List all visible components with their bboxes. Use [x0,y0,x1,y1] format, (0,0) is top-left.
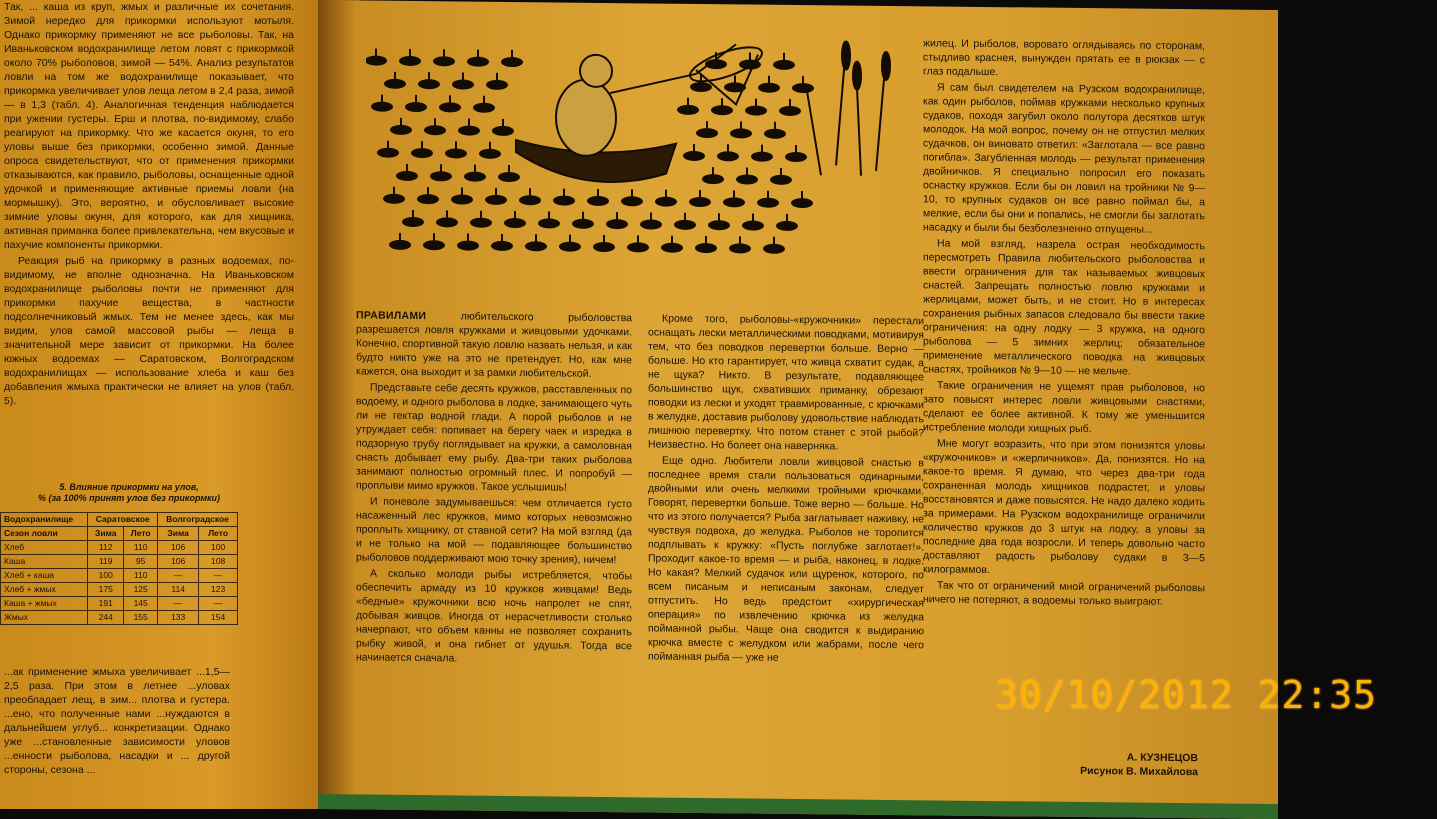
paragraph: Такие ограничения не ущемят прав рыболовов, но зато повысят интерес ловли живцовыми снастями, сделают ее более активной. К тому же уменьшится истребление молоди хищных рыб. [923,379,1205,436]
author-name: А. КУЗНЕЦОВ [1126,751,1198,765]
table-cell-value: 191 [88,597,124,611]
table-cell-value: 110 [124,569,158,583]
table-cell-bait: Каша + жмых [1,597,88,611]
table-cell-value: — [158,569,199,583]
paragraph: Так что от ограничений мной ограничений рыболовы ничего не потеряют, а водоемы только выиграют. [923,579,1205,608]
table-cell-value: 155 [124,611,158,625]
table-header-season: Сезон ловли [1,527,88,541]
paragraph: жилец. И рыболов, воровато оглядываясь по сторонам, стыдливо краснея, вынужден прятать ее в рюкзак — с глаз подальше. [923,37,1205,79]
table-row [1,541,238,555]
paragraph: Кроме того, рыболовы-«кружочники» перестали оснащать лески металлическими поводками, мотивируя тем, что без поводков перевертки больше. Верно — больше. Но кто гарантирует, что живца схватит судак, а не щука? Никто. В результате, подавляющее большинство щук, схвативших приманку, обрезают поводки из лески и уходят травмированные, с крючками в желудке, доставив рыболову удовольствие наблюдать лишнюю перевертку. Что потом станет с этой рыбой? Неизвестно. Но болеет она наверняка. [648,312,924,453]
paragraph: Я сам был свидетелем на Рузском водохранилище, как один рыболов, поймав кружками несколько крупных судаков, походя загубил около полутора десятков штук молодок. На мой вопрос, почему он не отпустил мелких судачков, он виновато ответил: «Заглотала — все равно погибла». Загубленная молодь — результат применения двойничков. Я специально попросил его показать оснастку кружков. Если бы он ловил на тройники № 9—10, то крупных судаков он все равно поймал бы, а мелкие, если бы они и попались, не смогли бы заглотать насадку и были бы безболезненно отпущены... [923,81,1205,236]
article-signature [998,749,1198,779]
table-row [1,611,238,625]
table-header-reservoir: Водохранилище [1,513,88,527]
paragraph: Мне могут возразить, что при этом понизятся уловы «кружочников» и «жерличников». Да, понизятся. Но на какое-то время. Я думаю, что через два-три года сохраненная молодь хищников подрастет, и уловы восстановятся и даже повысятся. Не надо далеко ходить за примерами. На Рузском водохранилище ограничили количество кружков до 3 штук на лодку, а уловы за последние два года возросли. И теперь довольно часто доставляют радость рыболову судаки в 3—5 килограммов. [923,437,1205,577]
table-cell-value: 100 [199,541,238,555]
table-cell-value: 145 [124,597,158,611]
table-cell-value: 100 [88,569,124,583]
fishing-illustration [366,21,906,277]
paragraph: Еще одно. Любители ловли живцовой снастью в последнее время стали пользоваться одинарными, двойными или очень мелкими тройными крючками. Говорят, перевертки больше. Тоже верно — больше. Но что из этого получается? Рыба заглатывает наживку, не чувствуя подвоха, до желудка. Рыболов не торопится подплывать к кружку: «Пусть поглубже заглотает!». Проходит какое-то время — и рыба, наконец, в лодке. Но какая? Мелкий судачок или щуренок, которого, по всем писаным и неписаным законам, следует отпустить. Но ведь предстоит «хирургическая операция» по извлечению крючка из желудка пойманной рыбы. Чаще она сводится к выдиранию крючка вместе с желудком или жабрами, после чего пойманная рыба — уже не [648,454,924,664]
paragraph: Реакция рыб на прикормку в разных водоемах, по-видимому, не вполне однозначна. На Иваньковском водохранилище рыболовы почти не применяют для прикормки пахучие вещества, в частности подсолнечниковый жмых. Тем не менее здесь, как мы видим, улов самой массовой рыбы — леща в значительной мере зависит от прикормки. На более южных водоемах — Саратовском, Волгоградском водохранилищах — использование хлеба и каш без добавления жмыха практически не влияет на улов (табл. 5). [4,255,294,407]
table-header-winter: Зима [88,527,124,541]
article-column-2 [648,311,924,784]
camera-date-stamp: 30/10/2012 22:35 [995,673,1378,717]
illustration-credit: Рисунок В. Михайлова [1080,764,1198,779]
table-cell-value: 154 [199,611,238,625]
table-cell-value: 106 [158,541,199,555]
table-cell-value: 123 [199,583,238,597]
article-column-3 [923,36,1205,739]
table-cell-value: 110 [124,541,158,555]
table-subtitle: % (за 100% принят улов без прикормки) [37,493,221,503]
table-cell-bait: Каша [1,555,88,569]
table-cell-value: 133 [158,611,199,625]
paragraph: Так, ... каша из круп, жмых и различные их сочетания. Зимой нередко для прикормки используют мотыля. Однако прикормку применяют не все рыболовы. Так, на Иваньковском водохранилище летом ловят с прикормкой около 70% рыболовов, зимой — 54%. Анализ результатов ловли на том же водохранилище показывает, что прикормка увеличивает улов леща летом в 2,4 раза, зимой — в 1,3 (табл. 4). Аналогичная тенденция наблюдается при ужении густеры. Ерш и плотва, по-видимому, слабо реагируют на прикормку. Что же касается окуня, то его уловы выше без прикормки, особенно зимой. Данные опроса свидетельствуют, что от применения прикормки отказываются, как правило, рыболовы, оснащенные одной удочкой и применяющие активные приемы ловли (на мормышку). Это, вероятно, и обусловливает высокие зимние уловы окуня, для которого, как для хищника, активная приманка более привлекательна, чем вкусовые и пахучие компоненты прикормки. [4,1,294,251]
left-page-bottom-text [4,665,230,809]
table-cell-value: 114 [158,583,199,597]
table-cell-bait: Жмых [1,611,88,625]
table-5 [0,482,238,625]
paragraph: ...ак применение жмыха увеличивает ...1,5—2,5 раза. При этом в летнее ...уловах преобладает лещ, в зим... плотва и густера. ...ено, что полученные нами ...нуждаются в дальнейшем углуб... конкретизации. Однако уже ...становленные зависимости уловов ...енности рыболова, насадки и ... другой стороны, сезона ... [4,666,230,776]
lead-word: ПРАВИЛАМИ [356,309,427,323]
paragraph: И поневоле задумываешься: чем отличается густо насаженный лес кружков, мимо которых невозможно проплыть хищнику, от ставной сети? На мой взгляд (да и не только на мой — подавляющее большинство рыболовов поддерживают мою точку зрения), ничем! [356,495,632,567]
table-header-winter: Зима [158,527,199,541]
page-bottom-strip [318,794,1278,819]
table-title: 5. Влияние прикормки на улов, [59,482,199,492]
table-header-summer: Лето [124,527,158,541]
table-cell-value: — [158,597,199,611]
table-header-saratov: Саратовское [88,513,158,527]
paragraph: А сколько молоди рыбы истребляется, чтобы обеспечить армаду из 10 кружков живцами! Ведь «бедные» кружочники всю ночь напролет не спят, добывая живцов. Иногда от нерасчетливости столько начерпают, что объем канны не позволяет сохранить рыбку живой, и она гибнет от удушья. Тогда все начинается сначала. [356,567,632,665]
article-column-1 [356,308,632,781]
paragraph [356,308,632,381]
left-page [0,0,360,809]
table-cell-bait: Хлеб [1,541,88,555]
table-cell-value: 106 [158,555,199,569]
table-row [1,569,238,583]
table-cell-bait: Хлеб + каша [1,569,88,583]
table-cell-value: 125 [124,583,158,597]
left-page-text [4,0,294,478]
table-cell-value: 95 [124,555,158,569]
table-cell-value: 112 [88,541,124,555]
table-cell-value: — [199,569,238,583]
table-row [1,597,238,611]
table-header-summer: Лето [199,527,238,541]
table-row [1,583,238,597]
table-cell-bait: Хлеб + жмых [1,583,88,597]
paragraph-text: любительского рыболовства разрешается ловля кружками и живцовыми удочками. Конечно, спортивной такую ловлю назвать нельзя, и как будто никто уже на это не претендует. Но, как мне кажется, она выходит и за рамки любительской. [356,310,632,380]
table-cell-value: 175 [88,583,124,597]
paragraph: На мой взгляд, назрела острая необходимость пересмотреть Правила любительского рыболовства и ввести ограничения для так называемых живцовых снастей. Запрещать полностью ловлю кружками и жерлицами, может быть, и не стоит. Но в интересах сохранения рыбных запасов следовало бы ввести такие ограничения: на одну лодку — 3 кружка, на одного рыболова — 5 зимних жерлиц; обязательное применение металлического поводка на живцовых снастях, тройников № 9—10 — не мельче. [923,237,1205,378]
table-cell-value: — [199,597,238,611]
table-cell-value: 108 [199,555,238,569]
paragraph: Представьте себе десять кружков, расставленных по водоему, и одного рыболова в лодке, занимающего чуть ли не гектар водной глади. А порой рыболов и не утруждает себя: попивает на берегу чаек и изредка в подзорную трубу поглядывает на кружки, а самоловная снасть добывает ему рыбу. Два-три таких рыболова занимают полностью огромный плес. И попробуй — проплыви мимо кружков. Такое услышишь! [356,381,632,494]
table-row [1,555,238,569]
table-header-volgograd: Волгоградское [158,513,238,527]
table-cell-value: 244 [88,611,124,625]
table-cell-value: 119 [88,555,124,569]
catch-table [0,512,238,625]
